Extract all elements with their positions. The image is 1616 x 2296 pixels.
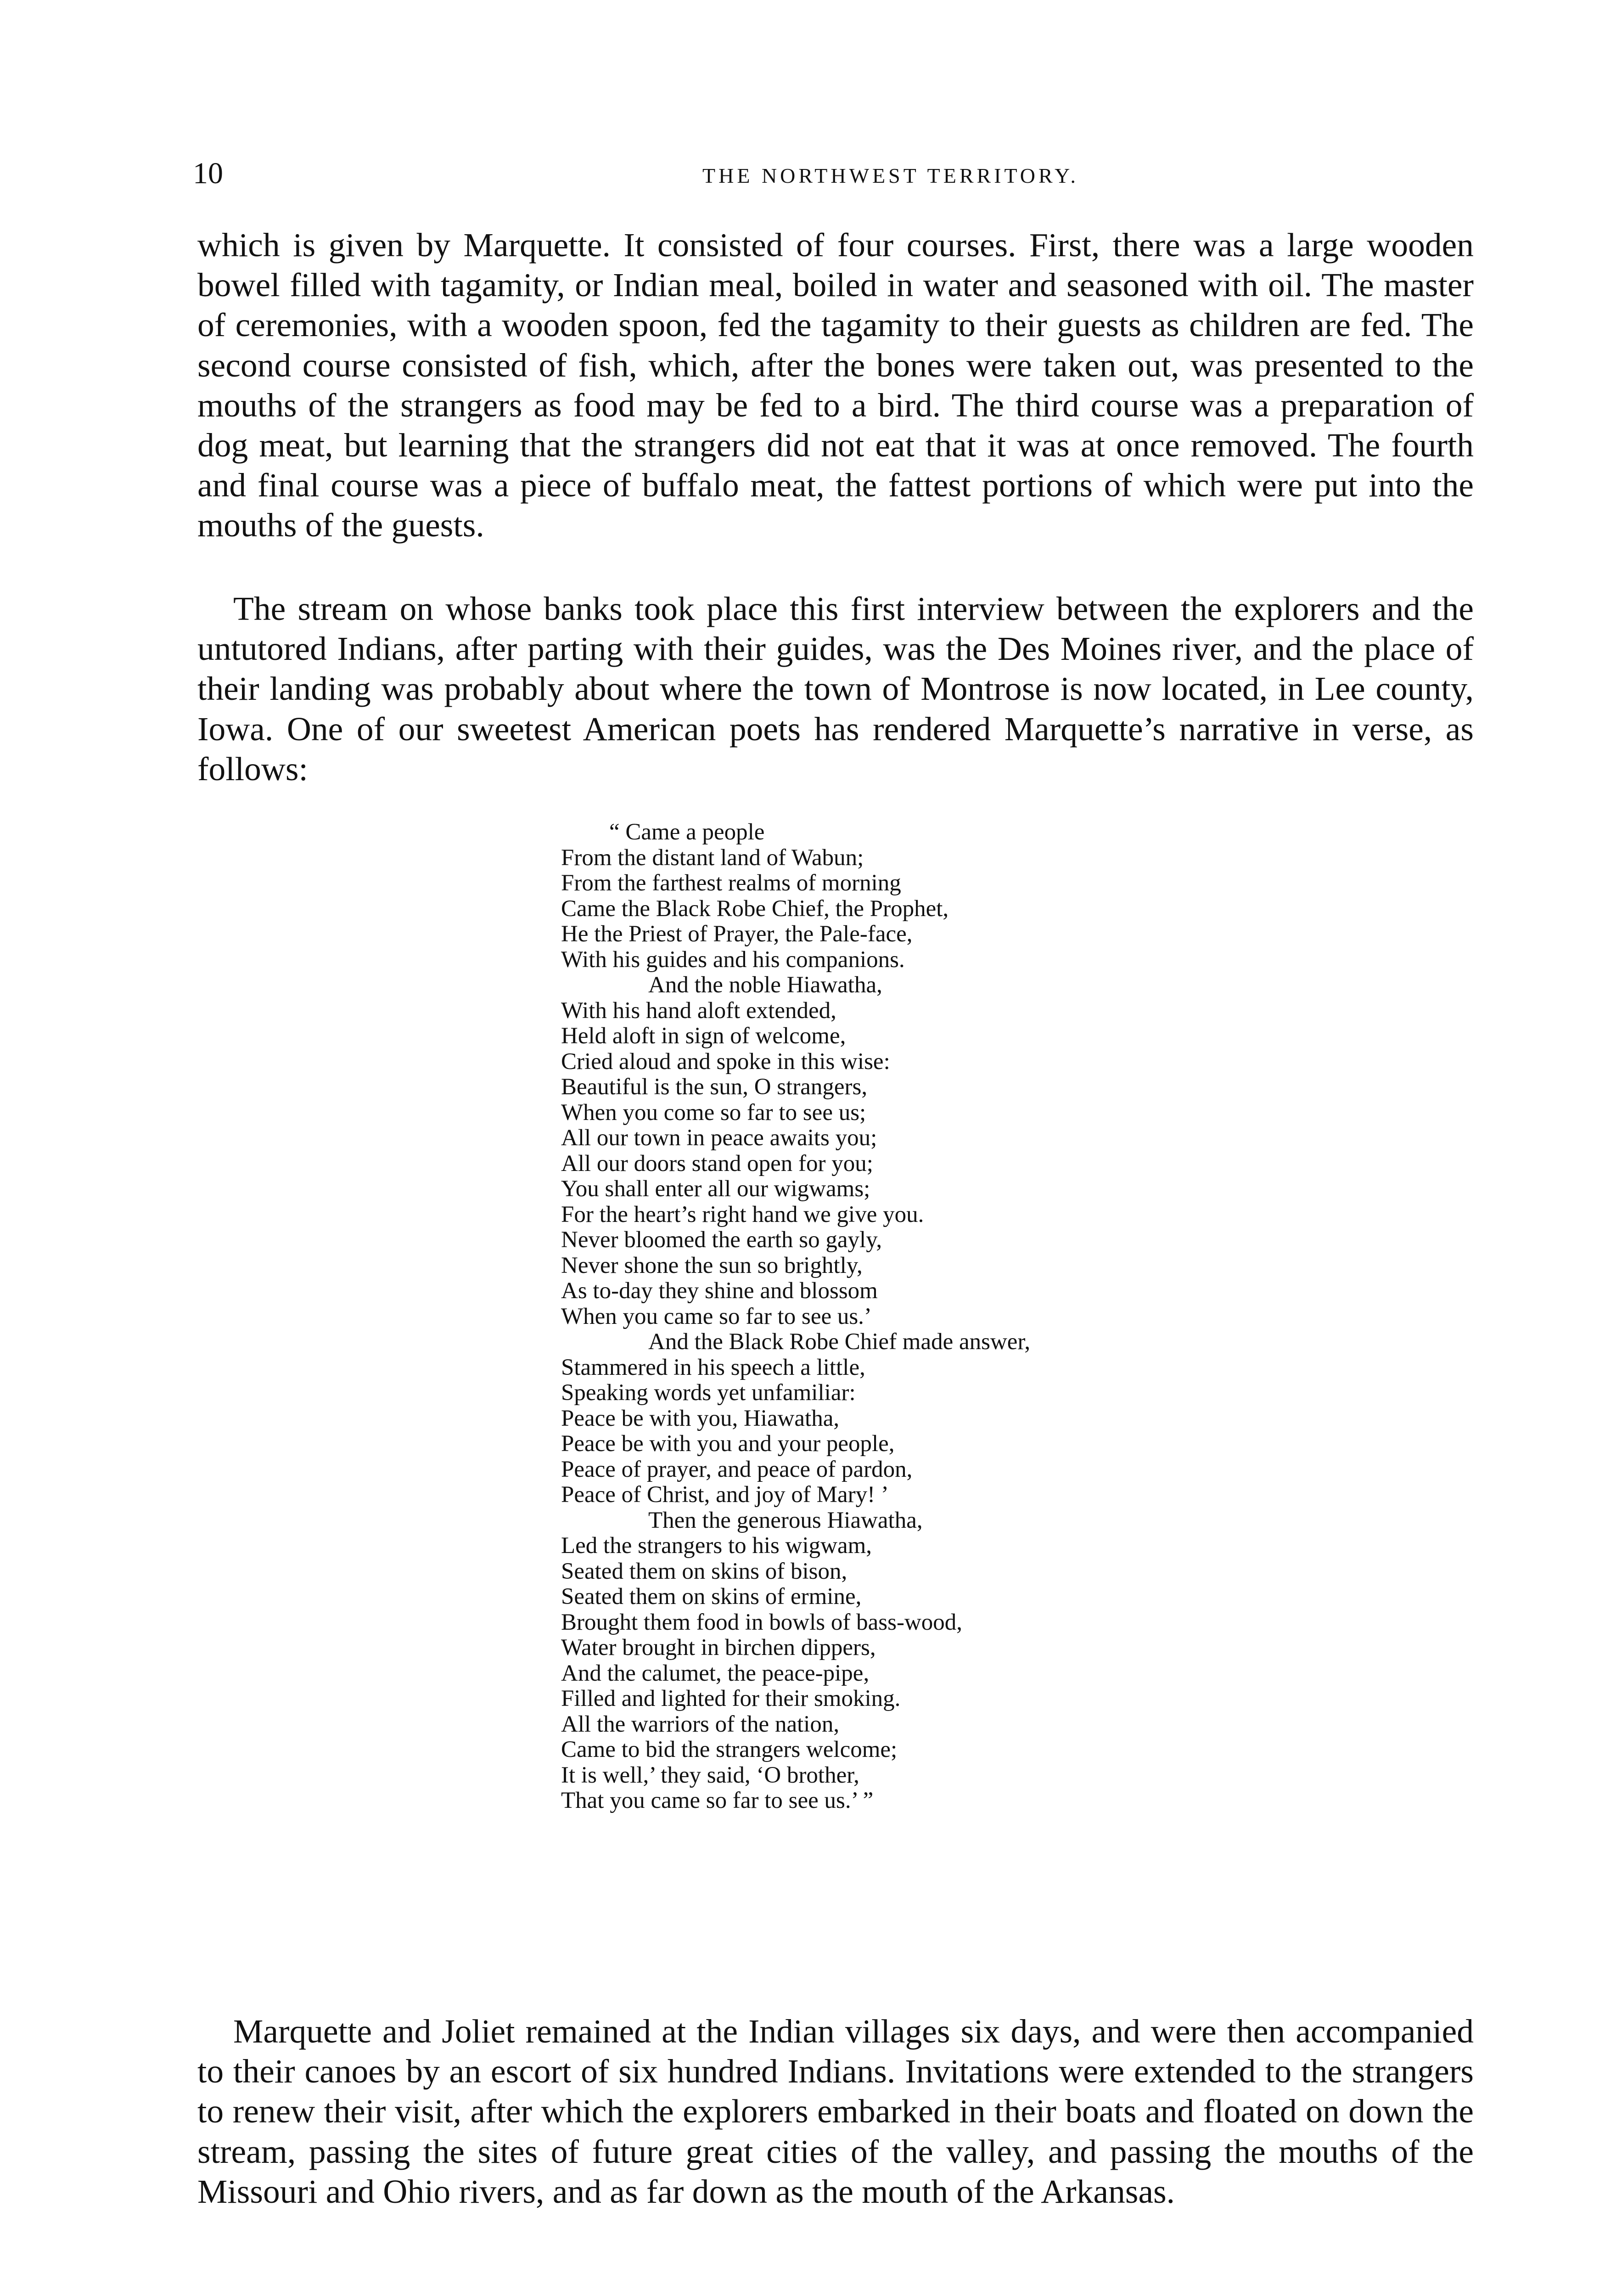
- poem-line: With his guides and his companions.: [561, 946, 905, 973]
- poem-line: Seated them on skins of ermine,: [561, 1584, 862, 1609]
- poem-line: Came to bid the strangers welcome;: [561, 1737, 898, 1762]
- poem-line: All our doors stand open for you;: [561, 1150, 873, 1176]
- running-head: THE NORTHWEST TERRITORY.: [702, 164, 1079, 187]
- poem-line: And the noble Hiawatha,: [648, 972, 882, 998]
- poem-line: You shall enter all our wigwams;: [561, 1176, 870, 1202]
- poem-line: Held aloft in sign of welcome,: [561, 1023, 846, 1049]
- poem-line: When you come so far to see us;: [561, 1099, 866, 1125]
- poem-line: With his hand aloft extended,: [561, 997, 836, 1024]
- poem-line: From the distant land of Wabun;: [561, 844, 864, 871]
- poem-line: “ Came a people: [609, 819, 765, 845]
- poem-line: Led the strangers to his wigwam,: [561, 1533, 872, 1559]
- poem-line: Stammered in his speech a little,: [561, 1354, 865, 1380]
- poem-line: Then the generous Hiawatha,: [648, 1507, 923, 1533]
- poem-line: Came the Black Robe Chief, the Prophet,: [561, 895, 949, 922]
- poem-line: Cried aloud and spoke in this wise:: [561, 1048, 890, 1075]
- poem-line: Never bloomed the earth so gayly,: [561, 1227, 882, 1253]
- poem-line: And the Black Robe Chief made answer,: [648, 1329, 1031, 1355]
- poem-line: As to-day they shine and blossom: [561, 1278, 878, 1304]
- poem-line: From the farthest realms of morning: [561, 870, 901, 896]
- poem-line: Brought them food in bowls of bass-wood,: [561, 1609, 963, 1635]
- poem-line: Never shone the sun so brightly,: [561, 1252, 863, 1278]
- poem-line: And the calumet, the peace-pipe,: [561, 1660, 870, 1686]
- poem-line: Peace of prayer, and peace of pardon,: [561, 1456, 913, 1482]
- paragraph-des-moines-river: The stream on whose banks took place this first interview between the explorers and the untutored Indians, after parting with their guides, was the Des Moines river, and the place of their landing was probably about where the town of Montrose is now located, in Lee county, Iowa. One of our sweetest American poets has rendered Marquette’s narrative in verse, as follows:: [197, 590, 1474, 788]
- poem-line: Peace be with you and your people,: [561, 1431, 895, 1457]
- poem-line: That you came so far to see us.’ ”: [561, 1788, 874, 1813]
- page-number: 10: [193, 157, 223, 190]
- poem-line: All our town in peace awaits you;: [561, 1125, 877, 1151]
- poem-line: Speaking words yet unfamiliar:: [561, 1380, 856, 1406]
- paragraph-journey-downstream: Marquette and Joliet remained at the Indian villages six days, and were then accompanied to their canoes by an escort of six hundred Indians. Invitations were extended to the strangers to renew their visit, after which the explorers embarked in their boats and floated on down the stream, passing the sites of future great cities of the valley, and passing the mouths of the Missouri and Ohio rivers, and as far down as the mouth of the Arkansas.: [197, 2013, 1474, 2210]
- poem-line: Filled and lighted for their smoking.: [561, 1686, 901, 1711]
- paragraph-feast-courses: which is given by Marquette. It consisted of four courses. First, there was a large wooden bowel filled with tagamity, or Indian meal, boiled in water and seasoned with oil. The master of ceremonies, with a wooden spoon, fed the tagamity to their guests as children are fed. The second course consisted of fish, which, after the bones were taken out, was presented to the mouths of the strangers as food may be fed to a bird. The third course was a preparation of dog meat, but learning that the strangers did not eat that it was at once removed. The fourth and final course was a piece of buffalo meat, the fattest portions of which were put into the mouths of the guests.: [197, 226, 1474, 544]
- poem-line: It is well,’ they said, ‘O brother,: [561, 1762, 859, 1788]
- poem-line: When you came so far to see us.’: [561, 1303, 872, 1329]
- poem-line: Water brought in birchen dippers,: [561, 1635, 876, 1660]
- poem-line: He the Priest of Prayer, the Pale-face,: [561, 921, 913, 947]
- poem-line: For the heart’s right hand we give you.: [561, 1201, 924, 1227]
- poem-line: Peace be with you, Hiawatha,: [561, 1405, 840, 1431]
- poem-line: Beautiful is the sun, O strangers,: [561, 1074, 868, 1100]
- poem-line: All the warriors of the nation,: [561, 1711, 840, 1737]
- poem-quotation: [561, 820, 1364, 1958]
- poem-line: Peace of Christ, and joy of Mary! ’: [561, 1482, 889, 1508]
- poem-line: Seated them on skins of bison,: [561, 1558, 847, 1584]
